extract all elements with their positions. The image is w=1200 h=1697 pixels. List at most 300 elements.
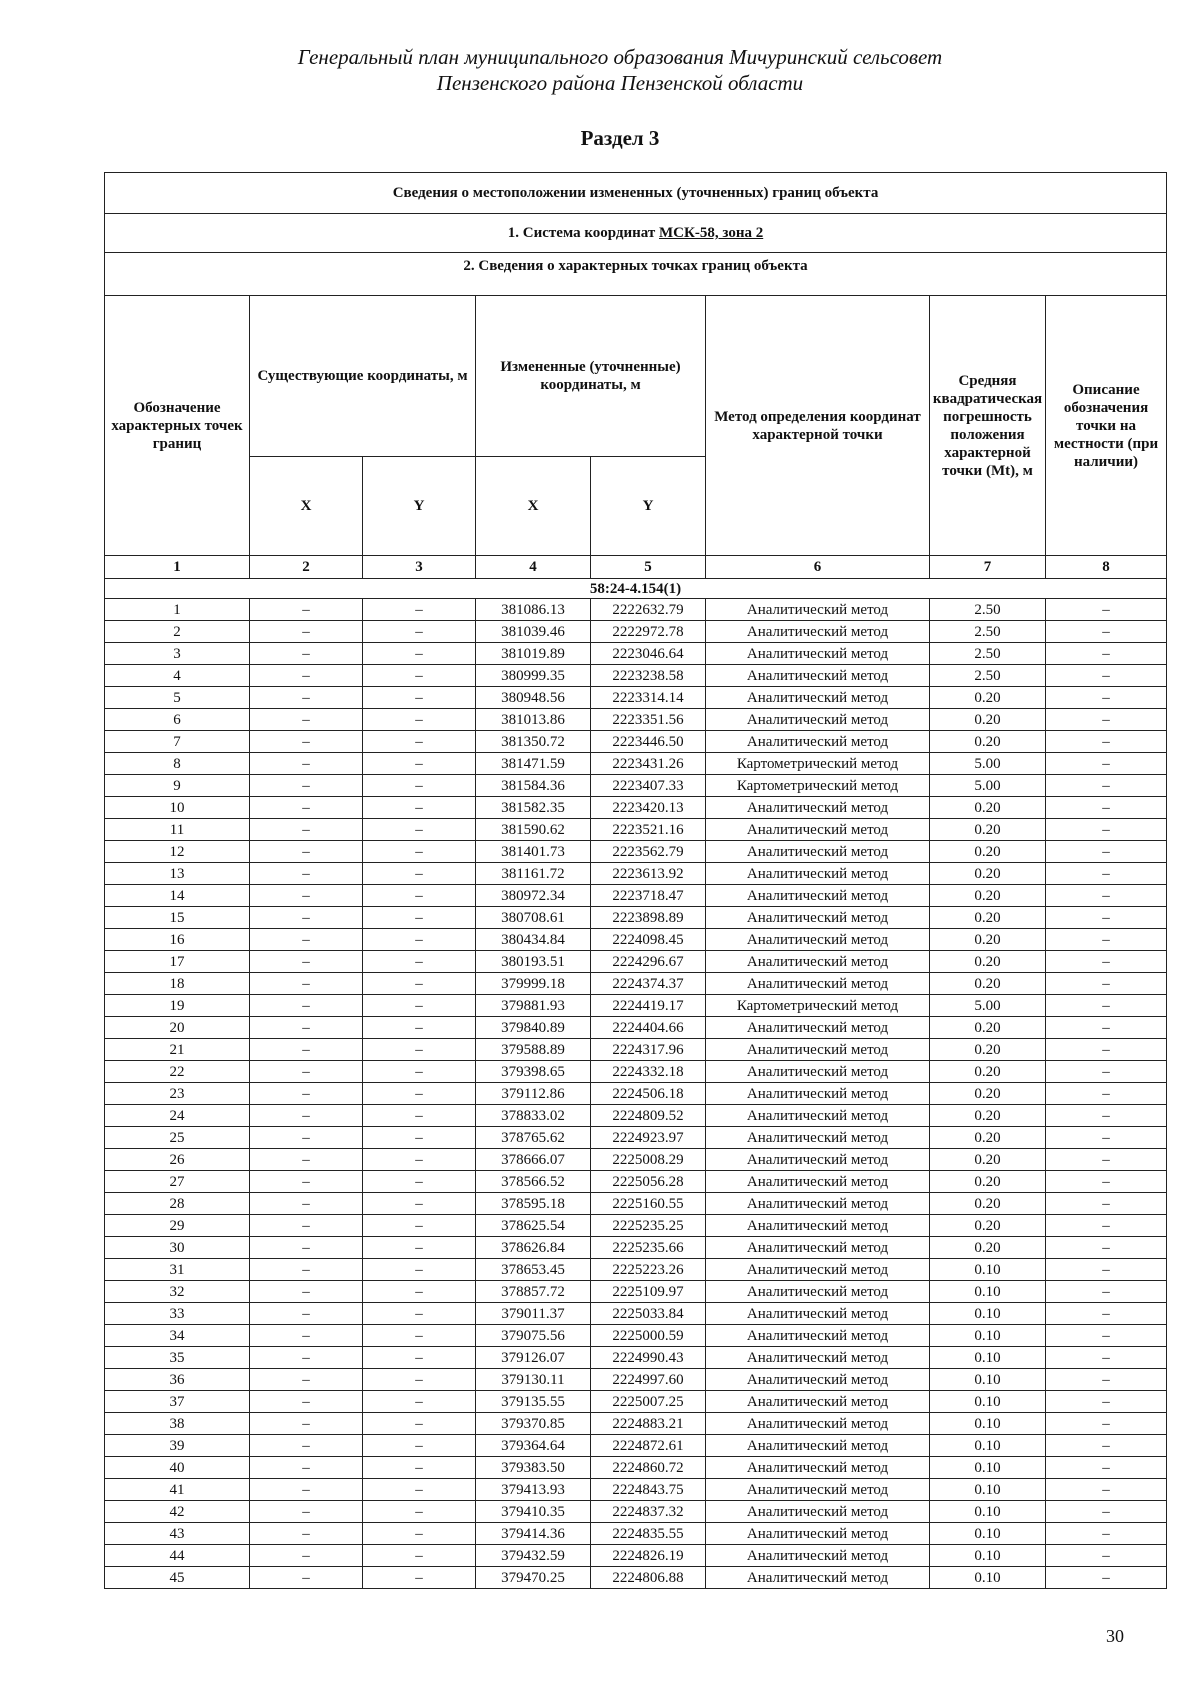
cell-changed-x: 378595.18 xyxy=(476,1193,591,1215)
cell-existing-x: – xyxy=(250,1391,363,1413)
cell-rmse: 2.50 xyxy=(930,643,1046,665)
cell-rmse: 0.20 xyxy=(930,973,1046,995)
cell-rmse: 0.20 xyxy=(930,1193,1046,1215)
cell-method: Аналитический метод xyxy=(706,841,930,863)
column-number: 2 xyxy=(250,556,363,579)
cell-existing-x: – xyxy=(250,1017,363,1039)
cell-changed-y: 2223431.26 xyxy=(591,753,706,775)
cell-point-id: 34 xyxy=(105,1325,250,1347)
cell-changed-y: 2224506.18 xyxy=(591,1083,706,1105)
cell-method: Аналитический метод xyxy=(706,1259,930,1281)
table-row xyxy=(105,1237,1167,1259)
cell-changed-y: 2222632.79 xyxy=(591,599,706,621)
cell-method: Аналитический метод xyxy=(706,863,930,885)
boundary-points-table xyxy=(104,172,1167,1589)
cell-description: – xyxy=(1046,599,1167,621)
cell-point-id: 41 xyxy=(105,1479,250,1501)
cell-changed-y: 2225056.28 xyxy=(591,1171,706,1193)
cell-method: Аналитический метод xyxy=(706,599,930,621)
cell-description: – xyxy=(1046,863,1167,885)
cell-description: – xyxy=(1046,797,1167,819)
cell-existing-y: – xyxy=(363,1347,476,1369)
cell-existing-y: – xyxy=(363,1171,476,1193)
cell-rmse: 0.20 xyxy=(930,731,1046,753)
cell-changed-y: 2223407.33 xyxy=(591,775,706,797)
cell-existing-x: – xyxy=(250,819,363,841)
cell-description: – xyxy=(1046,1369,1167,1391)
cell-point-id: 11 xyxy=(105,819,250,841)
cell-changed-x: 379432.59 xyxy=(476,1545,591,1567)
cell-existing-y: – xyxy=(363,775,476,797)
cell-point-id: 15 xyxy=(105,907,250,929)
cell-existing-x: – xyxy=(250,709,363,731)
cell-rmse: 0.20 xyxy=(930,863,1046,885)
cell-changed-x: 381086.13 xyxy=(476,599,591,621)
cell-description: – xyxy=(1046,1237,1167,1259)
table-row xyxy=(105,1149,1167,1171)
cell-existing-x: – xyxy=(250,907,363,929)
cell-changed-y: 2224317.96 xyxy=(591,1039,706,1061)
cell-changed-y: 2224296.67 xyxy=(591,951,706,973)
cell-method: Аналитический метод xyxy=(706,1369,930,1391)
table-row xyxy=(105,1369,1167,1391)
cell-changed-x: 378653.45 xyxy=(476,1259,591,1281)
cell-description: – xyxy=(1046,819,1167,841)
cell-existing-y: – xyxy=(363,1523,476,1545)
header-changed-coords: Измененные (уточненные) координаты, м xyxy=(476,296,706,457)
cell-point-id: 21 xyxy=(105,1039,250,1061)
cell-existing-y: – xyxy=(363,1017,476,1039)
cell-changed-x: 378666.07 xyxy=(476,1149,591,1171)
cell-description: – xyxy=(1046,1567,1167,1589)
cell-existing-y: – xyxy=(363,973,476,995)
cell-description: – xyxy=(1046,1391,1167,1413)
cell-changed-x: 378857.72 xyxy=(476,1281,591,1303)
cell-changed-y: 2224872.61 xyxy=(591,1435,706,1457)
cell-point-id: 9 xyxy=(105,775,250,797)
cell-changed-y: 2223238.58 xyxy=(591,665,706,687)
cell-existing-y: – xyxy=(363,1457,476,1479)
table-row xyxy=(105,1501,1167,1523)
cell-description: – xyxy=(1046,1039,1167,1061)
cell-description: – xyxy=(1046,731,1167,753)
cell-existing-y: – xyxy=(363,643,476,665)
cell-existing-x: – xyxy=(250,1545,363,1567)
table-row xyxy=(105,907,1167,929)
cell-point-id: 28 xyxy=(105,1193,250,1215)
cell-method: Аналитический метод xyxy=(706,621,930,643)
cell-rmse: 0.20 xyxy=(930,687,1046,709)
cell-method: Аналитический метод xyxy=(706,951,930,973)
cell-changed-y: 2223521.16 xyxy=(591,819,706,841)
cell-existing-x: – xyxy=(250,1171,363,1193)
section-title: Раздел 3 xyxy=(580,126,660,150)
cell-changed-y: 2225109.97 xyxy=(591,1281,706,1303)
cell-changed-y: 2224419.17 xyxy=(591,995,706,1017)
cell-existing-x: – xyxy=(250,1127,363,1149)
cell-changed-y: 2224826.19 xyxy=(591,1545,706,1567)
cell-changed-y: 2225235.25 xyxy=(591,1215,706,1237)
cell-existing-x: – xyxy=(250,775,363,797)
table-row xyxy=(105,1325,1167,1347)
cell-changed-y: 2225235.66 xyxy=(591,1237,706,1259)
cell-method: Аналитический метод xyxy=(706,1039,930,1061)
cell-changed-y: 2225223.26 xyxy=(591,1259,706,1281)
cell-description: – xyxy=(1046,995,1167,1017)
cell-changed-y: 2223718.47 xyxy=(591,885,706,907)
cell-method: Аналитический метод xyxy=(706,1017,930,1039)
parcel-number: 58:24-4.154(1) xyxy=(105,579,1167,599)
cell-method: Аналитический метод xyxy=(706,1149,930,1171)
cell-point-id: 16 xyxy=(105,929,250,951)
cell-rmse: 0.20 xyxy=(930,1149,1046,1171)
table-row xyxy=(105,1193,1167,1215)
cell-changed-y: 2225007.25 xyxy=(591,1391,706,1413)
cell-changed-x: 380948.56 xyxy=(476,687,591,709)
cell-changed-y: 2223613.92 xyxy=(591,863,706,885)
cell-rmse: 0.10 xyxy=(930,1303,1046,1325)
header-description: Описание обозначения точки на местности (при наличии) xyxy=(1046,296,1167,556)
cell-changed-y: 2224837.32 xyxy=(591,1501,706,1523)
cell-description: – xyxy=(1046,973,1167,995)
cell-point-id: 5 xyxy=(105,687,250,709)
cell-changed-x: 381161.72 xyxy=(476,863,591,885)
cell-description: – xyxy=(1046,1325,1167,1347)
cell-changed-y: 2224374.37 xyxy=(591,973,706,995)
cell-existing-y: – xyxy=(363,1435,476,1457)
cell-existing-x: – xyxy=(250,643,363,665)
cell-description: – xyxy=(1046,1281,1167,1303)
cell-description: – xyxy=(1046,753,1167,775)
cell-existing-y: – xyxy=(363,1479,476,1501)
cell-point-id: 14 xyxy=(105,885,250,907)
cell-changed-x: 379413.93 xyxy=(476,1479,591,1501)
document-header xyxy=(0,44,1200,96)
cell-changed-x: 378765.62 xyxy=(476,1127,591,1149)
cell-description: – xyxy=(1046,1501,1167,1523)
cell-point-id: 38 xyxy=(105,1413,250,1435)
cell-description: – xyxy=(1046,1215,1167,1237)
cell-existing-y: – xyxy=(363,1039,476,1061)
cell-point-id: 44 xyxy=(105,1545,250,1567)
table-row xyxy=(105,863,1167,885)
cell-point-id: 32 xyxy=(105,1281,250,1303)
cell-changed-y: 2225033.84 xyxy=(591,1303,706,1325)
cell-point-id: 3 xyxy=(105,643,250,665)
cell-existing-y: – xyxy=(363,1567,476,1589)
cell-method: Аналитический метод xyxy=(706,1523,930,1545)
table-row xyxy=(105,643,1167,665)
cell-rmse: 5.00 xyxy=(930,775,1046,797)
cell-description: – xyxy=(1046,1523,1167,1545)
cell-description: – xyxy=(1046,1127,1167,1149)
cell-rmse: 0.10 xyxy=(930,1567,1046,1589)
cell-description: – xyxy=(1046,643,1167,665)
cell-point-id: 42 xyxy=(105,1501,250,1523)
table-row xyxy=(105,1303,1167,1325)
table-row xyxy=(105,1523,1167,1545)
cell-existing-x: – xyxy=(250,731,363,753)
cell-rmse: 0.20 xyxy=(930,1171,1046,1193)
cell-existing-y: – xyxy=(363,1281,476,1303)
table-row xyxy=(105,995,1167,1017)
cell-method: Аналитический метод xyxy=(706,1347,930,1369)
cell-point-id: 45 xyxy=(105,1567,250,1589)
header-existing-coords: Существующие координаты, м xyxy=(250,296,476,457)
cell-changed-x: 379840.89 xyxy=(476,1017,591,1039)
cell-changed-x: 379881.93 xyxy=(476,995,591,1017)
cell-existing-y: – xyxy=(363,621,476,643)
table-row xyxy=(105,819,1167,841)
cell-changed-y: 2222972.78 xyxy=(591,621,706,643)
cell-description: – xyxy=(1046,1149,1167,1171)
cell-changed-y: 2224923.97 xyxy=(591,1127,706,1149)
cell-existing-y: – xyxy=(363,1259,476,1281)
cell-changed-x: 381401.73 xyxy=(476,841,591,863)
cell-method: Аналитический метод xyxy=(706,1281,930,1303)
cell-changed-x: 379135.55 xyxy=(476,1391,591,1413)
column-number: 3 xyxy=(363,556,476,579)
table-row xyxy=(105,1215,1167,1237)
cell-description: – xyxy=(1046,709,1167,731)
cell-point-id: 1 xyxy=(105,599,250,621)
cell-point-id: 19 xyxy=(105,995,250,1017)
cell-rmse: 0.20 xyxy=(930,907,1046,929)
coordinate-system-value: МСК-58, зона 2 xyxy=(659,225,764,241)
cell-method: Аналитический метод xyxy=(706,1435,930,1457)
cell-changed-x: 379112.86 xyxy=(476,1083,591,1105)
cell-rmse: 0.10 xyxy=(930,1347,1046,1369)
cell-method: Аналитический метод xyxy=(706,1193,930,1215)
table-row xyxy=(105,1479,1167,1501)
cell-existing-y: – xyxy=(363,863,476,885)
column-number: 1 xyxy=(105,556,250,579)
table-row xyxy=(105,1391,1167,1413)
cell-existing-y: – xyxy=(363,709,476,731)
cell-description: – xyxy=(1046,1061,1167,1083)
cell-changed-y: 2224332.18 xyxy=(591,1061,706,1083)
cell-changed-y: 2223314.14 xyxy=(591,687,706,709)
cell-existing-y: – xyxy=(363,1303,476,1325)
cell-changed-y: 2224843.75 xyxy=(591,1479,706,1501)
header-designation: Обозначение характерных точек границ xyxy=(105,296,250,556)
cell-existing-y: – xyxy=(363,1413,476,1435)
cell-existing-y: – xyxy=(363,731,476,753)
table-row xyxy=(105,1567,1167,1589)
cell-method: Аналитический метод xyxy=(706,731,930,753)
cell-description: – xyxy=(1046,665,1167,687)
cell-rmse: 0.20 xyxy=(930,1017,1046,1039)
cell-changed-y: 2224809.52 xyxy=(591,1105,706,1127)
cell-existing-x: – xyxy=(250,995,363,1017)
table-row xyxy=(105,1171,1167,1193)
cell-existing-x: – xyxy=(250,687,363,709)
cell-point-id: 39 xyxy=(105,1435,250,1457)
cell-point-id: 12 xyxy=(105,841,250,863)
cell-method: Аналитический метод xyxy=(706,1479,930,1501)
cell-existing-y: – xyxy=(363,665,476,687)
column-number: 5 xyxy=(591,556,706,579)
cell-changed-x: 380972.34 xyxy=(476,885,591,907)
cell-point-id: 25 xyxy=(105,1127,250,1149)
cell-point-id: 30 xyxy=(105,1237,250,1259)
table-row xyxy=(105,1413,1167,1435)
cell-existing-x: – xyxy=(250,1281,363,1303)
cell-changed-x: 380434.84 xyxy=(476,929,591,951)
table-row xyxy=(105,797,1167,819)
cell-existing-x: – xyxy=(250,1325,363,1347)
cell-description: – xyxy=(1046,621,1167,643)
cell-changed-x: 381019.89 xyxy=(476,643,591,665)
table-row xyxy=(105,1105,1167,1127)
cell-existing-x: – xyxy=(250,1523,363,1545)
cell-method: Аналитический метод xyxy=(706,1171,930,1193)
cell-existing-x: – xyxy=(250,973,363,995)
cell-rmse: 0.20 xyxy=(930,1127,1046,1149)
cell-rmse: 0.10 xyxy=(930,1369,1046,1391)
cell-rmse: 0.10 xyxy=(930,1281,1046,1303)
cell-method: Аналитический метод xyxy=(706,1391,930,1413)
cell-description: – xyxy=(1046,1457,1167,1479)
cell-existing-y: – xyxy=(363,819,476,841)
coordinate-system xyxy=(105,214,1167,253)
cell-rmse: 0.20 xyxy=(930,709,1046,731)
cell-changed-x: 379370.85 xyxy=(476,1413,591,1435)
table-row xyxy=(105,775,1167,797)
cell-existing-y: – xyxy=(363,1215,476,1237)
cell-changed-x: 378626.84 xyxy=(476,1237,591,1259)
cell-existing-y: – xyxy=(363,1193,476,1215)
cell-description: – xyxy=(1046,929,1167,951)
page-number: 30 xyxy=(1106,1626,1124,1646)
table-row xyxy=(105,1061,1167,1083)
cell-rmse: 2.50 xyxy=(930,599,1046,621)
cell-changed-x: 381013.86 xyxy=(476,709,591,731)
cell-point-id: 2 xyxy=(105,621,250,643)
cell-rmse: 2.50 xyxy=(930,621,1046,643)
cell-existing-x: – xyxy=(250,599,363,621)
cell-method: Аналитический метод xyxy=(706,797,930,819)
cell-rmse: 0.20 xyxy=(930,929,1046,951)
cell-changed-x: 381471.59 xyxy=(476,753,591,775)
cell-description: – xyxy=(1046,1017,1167,1039)
cell-method: Аналитический метод xyxy=(706,1545,930,1567)
cell-changed-y: 2223046.64 xyxy=(591,643,706,665)
table-row xyxy=(105,687,1167,709)
cell-changed-y: 2224835.55 xyxy=(591,1523,706,1545)
cell-rmse: 0.10 xyxy=(930,1479,1046,1501)
cell-rmse: 0.20 xyxy=(930,1061,1046,1083)
column-number: 4 xyxy=(476,556,591,579)
cell-description: – xyxy=(1046,687,1167,709)
cell-changed-x: 379126.07 xyxy=(476,1347,591,1369)
cell-method: Картометрический метод xyxy=(706,775,930,797)
cell-method: Аналитический метод xyxy=(706,929,930,951)
cell-existing-x: – xyxy=(250,1413,363,1435)
cell-existing-x: – xyxy=(250,1369,363,1391)
cell-existing-x: – xyxy=(250,621,363,643)
cell-existing-y: – xyxy=(363,995,476,1017)
cell-changed-x: 379383.50 xyxy=(476,1457,591,1479)
cell-changed-x: 381039.46 xyxy=(476,621,591,643)
cell-existing-y: – xyxy=(363,797,476,819)
cell-method: Аналитический метод xyxy=(706,1237,930,1259)
cell-rmse: 5.00 xyxy=(930,995,1046,1017)
table-row xyxy=(105,1545,1167,1567)
header-line-1: Генеральный план муниципального образования Мичуринский сельсовет xyxy=(297,45,943,69)
cell-point-id: 24 xyxy=(105,1105,250,1127)
cell-point-id: 4 xyxy=(105,665,250,687)
table-row xyxy=(105,621,1167,643)
cell-point-id: 10 xyxy=(105,797,250,819)
header-existing-x: X xyxy=(250,457,363,556)
table-row xyxy=(105,1259,1167,1281)
cell-changed-x: 380708.61 xyxy=(476,907,591,929)
cell-rmse: 0.10 xyxy=(930,1259,1046,1281)
cell-point-id: 40 xyxy=(105,1457,250,1479)
cell-method: Аналитический метод xyxy=(706,1457,930,1479)
cell-changed-x: 379075.56 xyxy=(476,1325,591,1347)
cell-changed-y: 2223562.79 xyxy=(591,841,706,863)
header-method: Метод определения координат характерной точки xyxy=(706,296,930,556)
cell-existing-y: – xyxy=(363,1061,476,1083)
cell-existing-y: – xyxy=(363,1325,476,1347)
cell-existing-x: – xyxy=(250,951,363,973)
cell-description: – xyxy=(1046,1347,1167,1369)
cell-point-id: 23 xyxy=(105,1083,250,1105)
table-row xyxy=(105,1347,1167,1369)
cell-existing-y: – xyxy=(363,1149,476,1171)
cell-changed-y: 2224404.66 xyxy=(591,1017,706,1039)
cell-rmse: 2.50 xyxy=(930,665,1046,687)
cell-existing-y: – xyxy=(363,885,476,907)
cell-existing-x: – xyxy=(250,1039,363,1061)
header-line-2: Пензенского района Пензенской области xyxy=(436,71,804,95)
cell-existing-x: – xyxy=(250,885,363,907)
cell-changed-x: 379470.25 xyxy=(476,1567,591,1589)
table-row xyxy=(105,1127,1167,1149)
cell-description: – xyxy=(1046,1193,1167,1215)
table-row xyxy=(105,951,1167,973)
cell-existing-x: – xyxy=(250,1347,363,1369)
column-number: 8 xyxy=(1046,556,1167,579)
cell-changed-x: 379011.37 xyxy=(476,1303,591,1325)
cell-point-id: 20 xyxy=(105,1017,250,1039)
cell-method: Аналитический метод xyxy=(706,885,930,907)
cell-existing-x: – xyxy=(250,1303,363,1325)
cell-point-id: 31 xyxy=(105,1259,250,1281)
cell-existing-x: – xyxy=(250,753,363,775)
cell-description: – xyxy=(1046,841,1167,863)
cell-rmse: 0.20 xyxy=(930,1105,1046,1127)
table-row xyxy=(105,1083,1167,1105)
cell-description: – xyxy=(1046,1545,1167,1567)
cell-existing-y: – xyxy=(363,599,476,621)
table-row xyxy=(105,1457,1167,1479)
cell-rmse: 0.20 xyxy=(930,951,1046,973)
cell-existing-y: – xyxy=(363,1105,476,1127)
cell-changed-x: 379130.11 xyxy=(476,1369,591,1391)
cell-point-id: 36 xyxy=(105,1369,250,1391)
cell-method: Аналитический метод xyxy=(706,1083,930,1105)
column-number: 6 xyxy=(706,556,930,579)
cell-description: – xyxy=(1046,1303,1167,1325)
cell-changed-x: 380999.35 xyxy=(476,665,591,687)
cell-method: Картометрический метод xyxy=(706,753,930,775)
cell-rmse: 0.20 xyxy=(930,885,1046,907)
cell-existing-x: – xyxy=(250,1479,363,1501)
cell-point-id: 29 xyxy=(105,1215,250,1237)
